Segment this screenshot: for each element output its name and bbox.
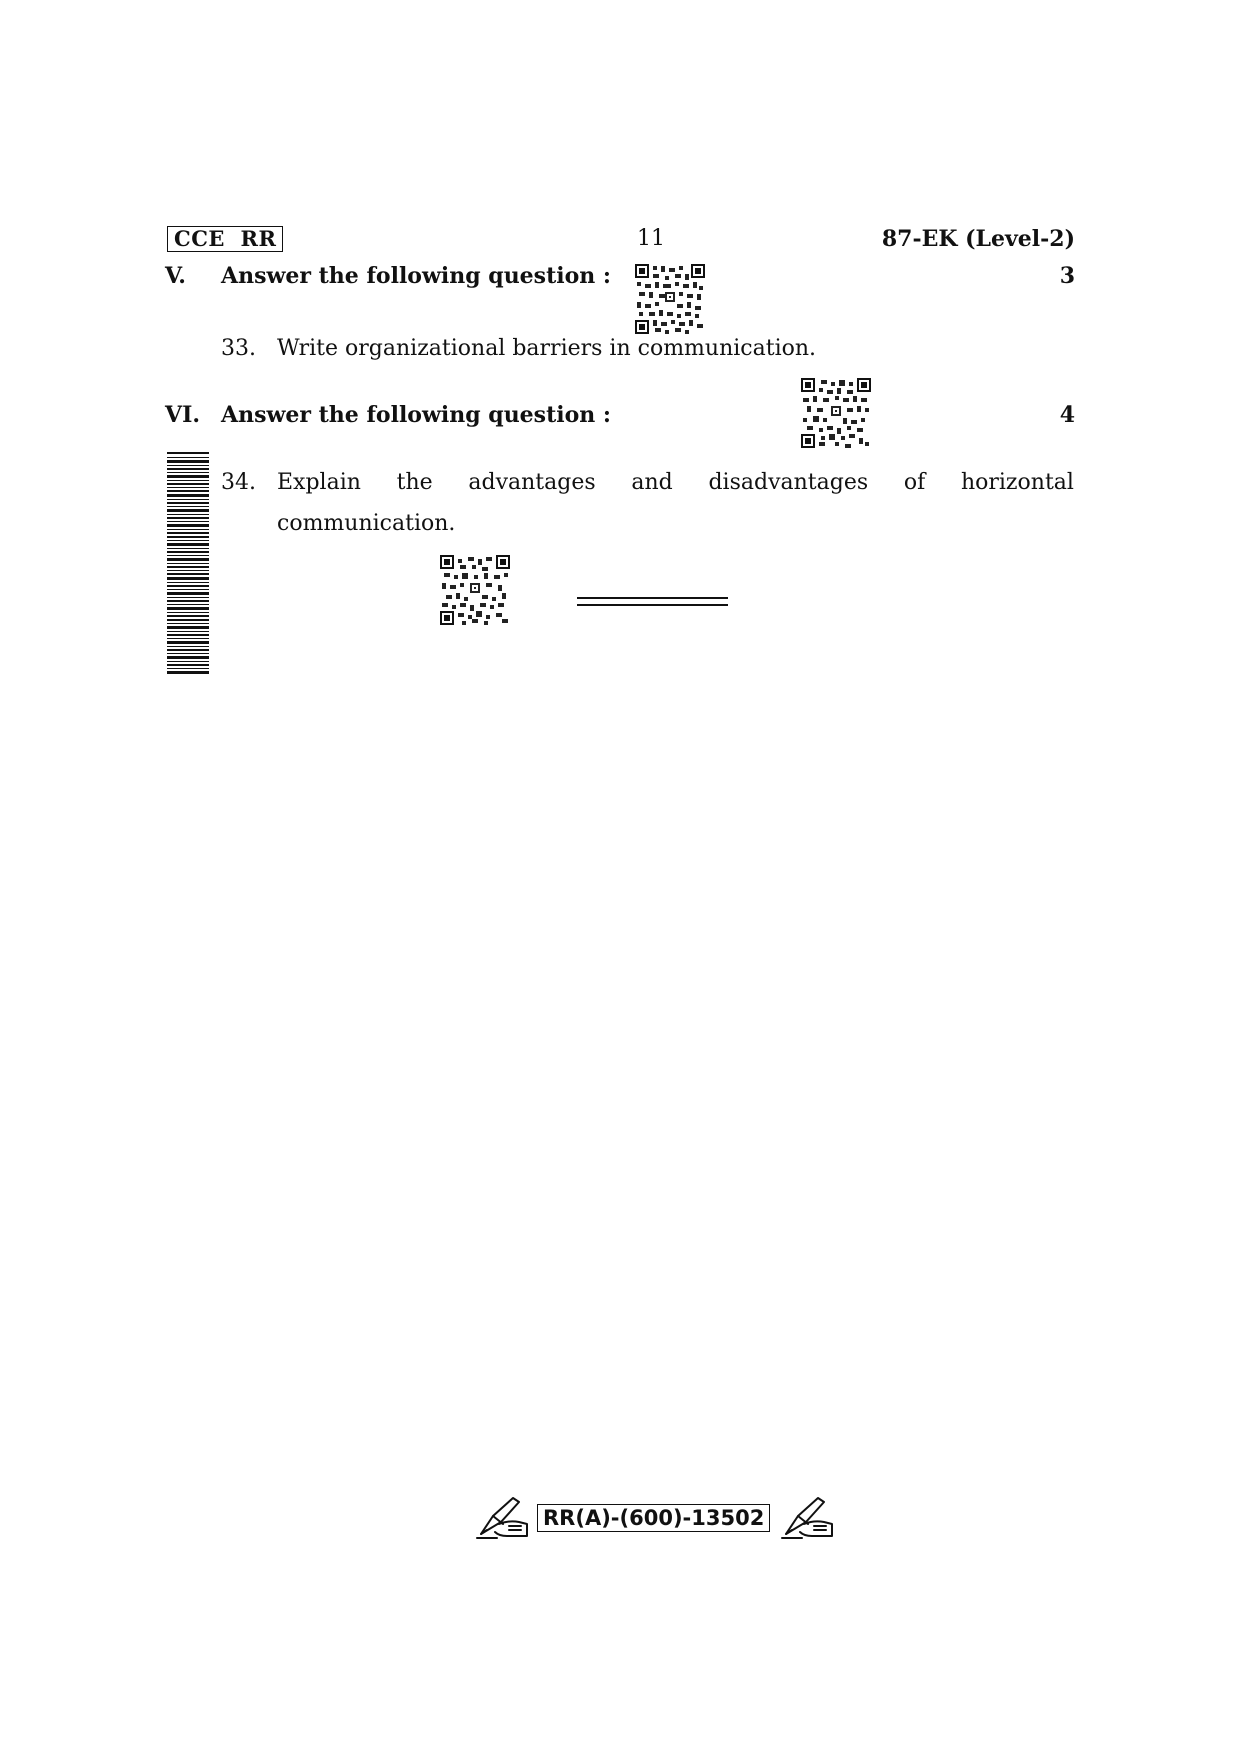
question-34-line1 <box>277 469 1074 497</box>
section-v-marks: 3 <box>1059 263 1075 289</box>
q34-word: horizontal <box>960 470 1074 495</box>
q34-word: advantages <box>468 470 596 495</box>
end-of-paper-rule <box>577 597 728 606</box>
paper-code: 87-EK (Level-2) <box>881 226 1075 252</box>
qr-code-icon <box>440 555 510 625</box>
question-34-number: 34. <box>221 470 256 495</box>
qr-code-icon <box>801 378 871 448</box>
question-34-line2: communication. <box>277 511 456 536</box>
q34-word: disadvantages <box>708 470 869 495</box>
q34-word: the <box>396 470 433 495</box>
question-33-number: 33. <box>221 336 256 361</box>
section-vi-numeral: VI. <box>165 402 201 428</box>
writing-hand-icon <box>778 1494 834 1540</box>
q34-word: and <box>631 470 673 495</box>
q34-word: Explain <box>277 470 361 495</box>
section-v-instruction: Answer the following question : <box>221 263 612 289</box>
header-code-box: CCE RR <box>167 226 283 252</box>
writing-hand-icon <box>473 1494 529 1540</box>
section-v-numeral: V. <box>165 263 186 289</box>
q34-word: of <box>903 470 926 495</box>
page-number: 11 <box>637 226 665 251</box>
section-vi-marks: 4 <box>1059 402 1075 428</box>
section-vi-instruction: Answer the following question : <box>221 402 612 428</box>
footer-code-box: RR(A)-(600)-13502 <box>537 1504 770 1532</box>
qr-code-icon <box>635 264 705 334</box>
question-33-text: Write organizational barriers in communication. <box>277 336 817 361</box>
barcode-icon <box>167 452 209 674</box>
